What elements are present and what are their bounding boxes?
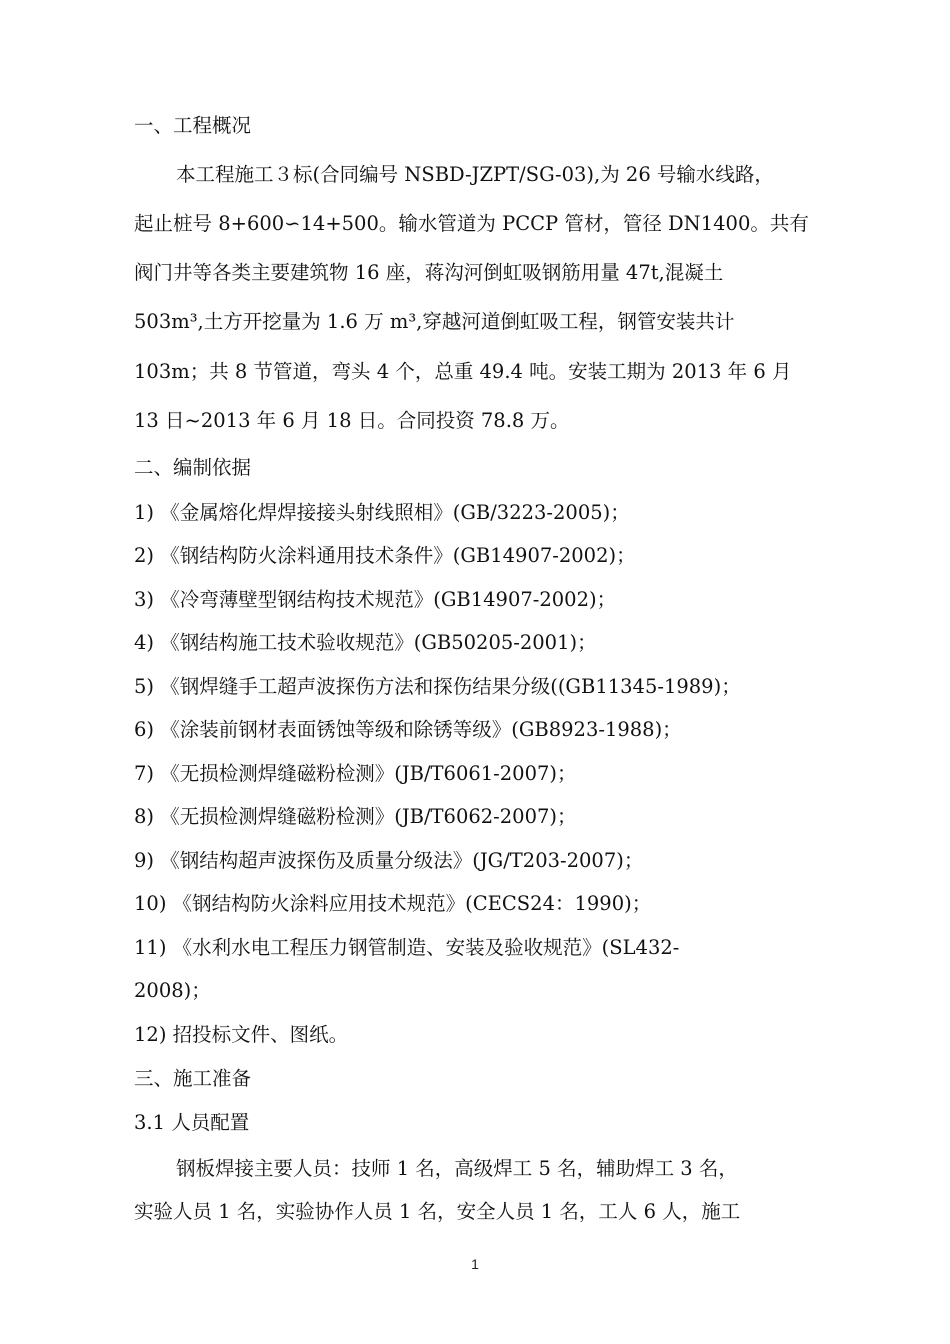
overview-line-6: 13 日~2013 年 6 月 18 日。合同投资 78.8 万。 xyxy=(134,409,570,432)
subsection-heading-staffing: 3.1 人员配置 xyxy=(134,1111,250,1134)
basis-item-6: 6) 《涂装前钢材表面锈蚀等级和除锈等级》(GB8923-1988)； xyxy=(134,718,682,741)
overview-line-3: 阀门井等各类主要建筑物 16 座，蒋沟河倒虹吸钢筋用量 47t,混凝土 xyxy=(134,261,724,284)
basis-item-5: 5) 《钢焊缝手工超声波探伤方法和探伤结果分级((GB11345-1989)； xyxy=(134,675,741,698)
basis-item-4: 4) 《钢结构施工技术验收规范》(GB50205-2001)； xyxy=(134,631,597,654)
overview-line-4: 503m³,土方开挖量为 1.6 万 m³,穿越河道倒虹吸工程，钢管安装共计 xyxy=(134,310,735,333)
section-heading-preparation: 三、施工准备 xyxy=(134,1067,252,1090)
overview-line-2: 起止桩号 8+600∽14+500。输水管道为 PCCP 管材，管径 DN1400。共有 xyxy=(134,212,809,235)
overview-line-1: 本工程施工３标(合同编号 NSBD-JZPT/SG-03),为 26 号输水线路， xyxy=(176,163,774,186)
basis-item-11: 11) 《水利水电工程压力钢管制造、安装及验收规范》(SL432- xyxy=(134,936,680,959)
basis-item-2: 2) 《钢结构防火涂料通用技术条件》(GB14907-2002)； xyxy=(134,544,636,567)
staffing-line-1: 钢板焊接主要人员：技师 1 名，高级焊工 5 名，辅助焊工 3 名， xyxy=(176,1157,738,1180)
basis-item-12: 12) 招投标文件、图纸。 xyxy=(134,1023,349,1046)
section-heading-basis: 二、编制依据 xyxy=(134,456,252,479)
basis-item-1: 1) 《金属熔化焊焊接接头射线照相》(GB/3223-2005)； xyxy=(134,501,630,524)
staffing-line-2: 实验人员 1 名，实验协作人员 1 名，安全人员 1 名，工人 6 人，施工 xyxy=(134,1200,741,1223)
page-number: 1 xyxy=(471,1256,479,1272)
basis-item-3: 3) 《冷弯薄壁型钢结构技术规范》(GB14907-2002)； xyxy=(134,588,617,611)
basis-item-11-continued: 2008)； xyxy=(134,979,211,1002)
basis-item-8: 8) 《无损检测焊缝磁粉检测》(JB/T6062-2007)； xyxy=(134,805,577,828)
basis-item-7: 7) 《无损检测焊缝磁粉检测》(JB/T6061-2007)； xyxy=(134,762,577,785)
section-heading-overview: 一、工程概况 xyxy=(134,114,252,137)
basis-item-9: 9) 《钢结构超声波探伤及质量分级法》(JG/T203-2007)； xyxy=(134,849,644,872)
overview-line-5: 103m；共 8 节管道，弯头 4 个，总重 49.4 吨。安装工期为 2013 年 6 月 xyxy=(134,360,792,383)
basis-item-10: 10) 《钢结构防火涂料应用技术规范》(CECS24：1990)； xyxy=(134,892,652,915)
